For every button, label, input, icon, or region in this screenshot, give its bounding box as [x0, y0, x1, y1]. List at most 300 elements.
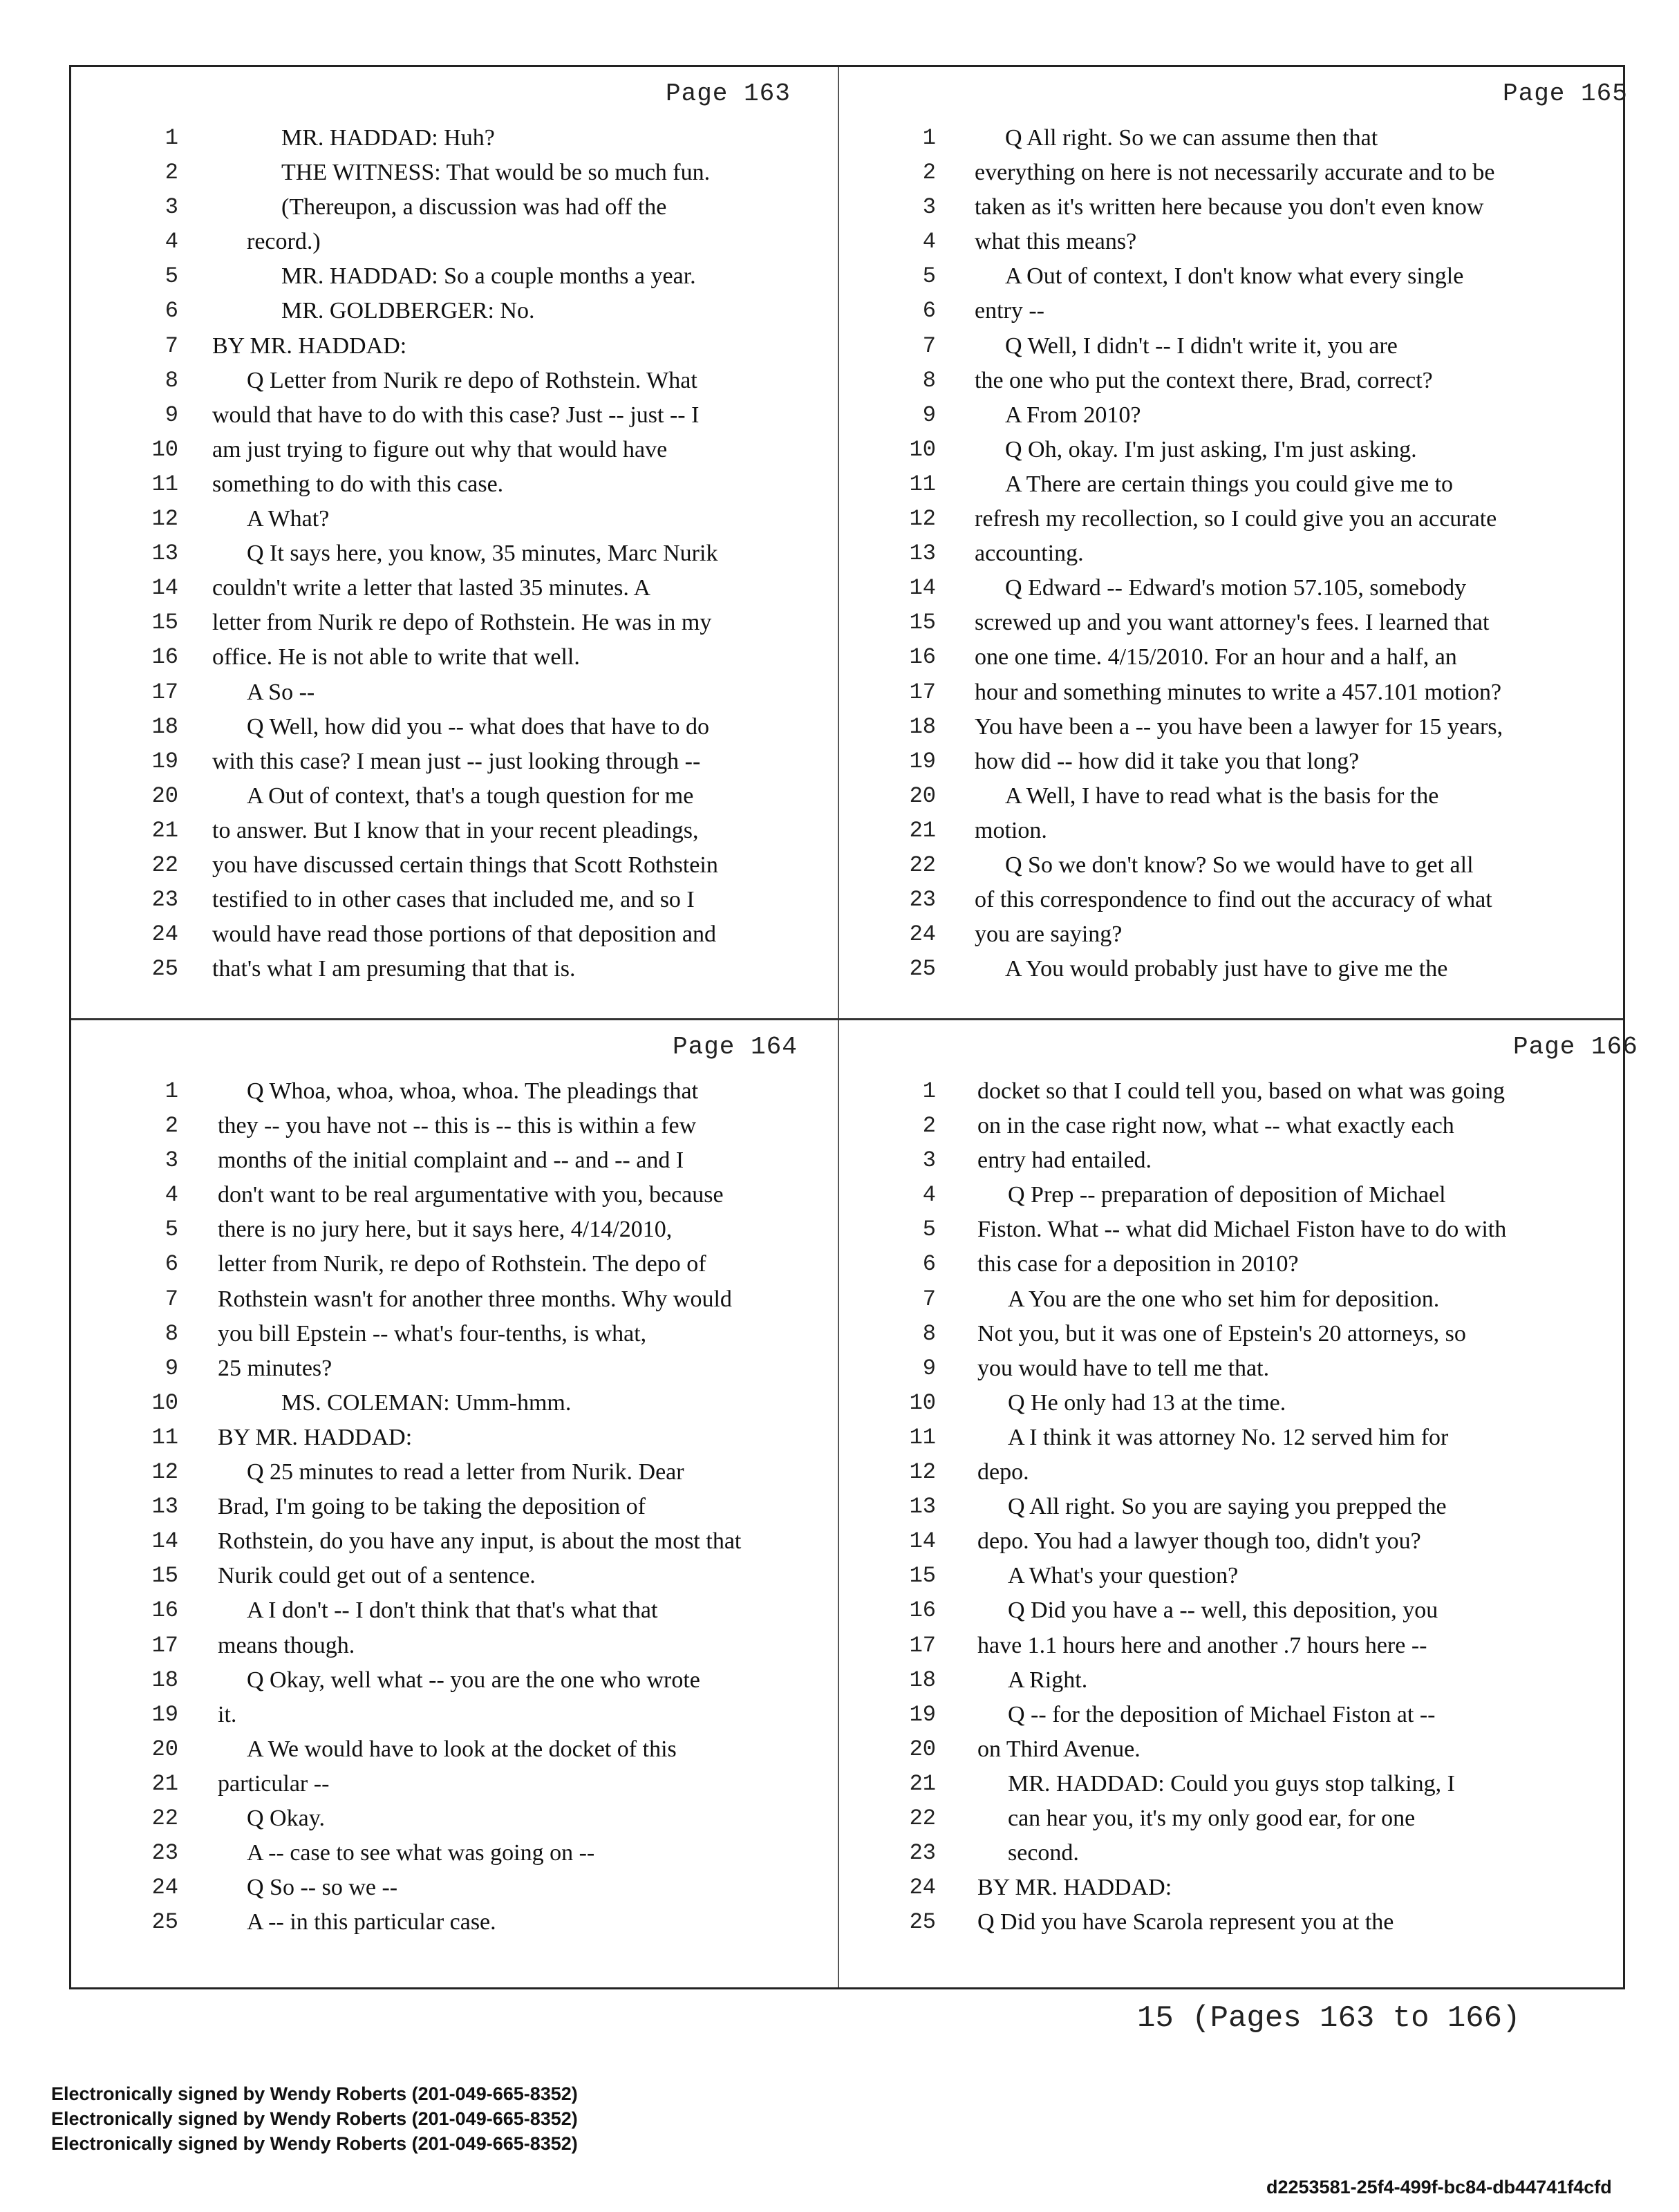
transcript-line — [839, 156, 1623, 190]
line-number: 13 — [909, 1494, 936, 1520]
line-text: Q It says here, you know, 35 minutes, Marc Nurik — [247, 541, 718, 567]
transcript-line — [839, 1732, 1623, 1767]
transcript-line — [839, 294, 1623, 328]
line-text: Q -- for the deposition of Michael Fiston at -- — [1008, 1701, 1436, 1727]
page-range-footer: 15 (Pages 163 to 166) — [1137, 2001, 1521, 2036]
line-number: 17 — [151, 679, 178, 705]
line-text: Q Letter from Nurik re depo of Rothstein. What — [247, 367, 697, 393]
line-number: 19 — [909, 748, 936, 774]
line-number: 22 — [909, 1805, 936, 1831]
line-text: Q Did you have Scarola represent you at the — [977, 1909, 1394, 1936]
line-text: Rothstein wasn't for another three months. Why would — [218, 1286, 732, 1312]
transcript-line — [71, 1801, 838, 1836]
line-number: 10 — [909, 436, 936, 462]
transcript-line — [839, 1212, 1623, 1247]
line-number: 12 — [151, 1459, 178, 1485]
line-text: office. He is not able to write that well. — [212, 644, 580, 671]
transcript-lines — [71, 121, 838, 986]
line-number: 4 — [922, 229, 936, 255]
transcript-line — [839, 1074, 1623, 1109]
line-text: on in the case right now, what -- what exactly each — [977, 1113, 1454, 1139]
line-text: Q Whoa, whoa, whoa, whoa. The pleadings that — [247, 1078, 699, 1104]
transcript-line — [839, 606, 1623, 640]
line-text: BY MR. HADDAD: — [212, 332, 407, 359]
line-number: 18 — [909, 713, 936, 740]
line-text: (Thereupon, a discussion was had off the — [281, 194, 667, 221]
line-text: A What's your question? — [1008, 1563, 1239, 1589]
transcript-line — [839, 744, 1623, 779]
transcript-line — [71, 917, 838, 952]
line-text: A There are certain things you could give me to — [1005, 471, 1454, 497]
line-number: 24 — [151, 921, 178, 948]
line-text: MR. HADDAD: Could you guys stop talking, I — [1008, 1770, 1455, 1797]
line-text: A I don't -- I don't think that that's what that — [247, 1597, 658, 1624]
line-text: A We would have to look at the docket of this — [247, 1736, 677, 1762]
line-text: Q Well, how did you -- what does that have to do — [247, 713, 709, 740]
line-text: they -- you have not -- this is -- this is within a few — [218, 1113, 697, 1139]
line-text: A -- in this particular case. — [247, 1909, 496, 1936]
transcript-line — [839, 1871, 1623, 1905]
transcript-line — [839, 1351, 1623, 1386]
line-text: A What? — [247, 506, 330, 532]
line-text: A You would probably just have to give me the — [1005, 956, 1448, 982]
transcript-line — [839, 917, 1623, 952]
line-number: 3 — [922, 194, 936, 221]
line-text: MR. HADDAD: So a couple months a year. — [281, 263, 696, 290]
transcript-line — [71, 467, 838, 502]
line-number: 17 — [151, 1632, 178, 1658]
transcript-line — [71, 190, 838, 225]
line-number: 21 — [909, 817, 936, 843]
electronic-signature-line: Electronically signed by Wendy Roberts (201-049-665-8352) — [51, 2108, 578, 2129]
line-text: accounting. — [975, 541, 1084, 567]
line-number: 7 — [922, 332, 936, 359]
transcript-line — [71, 1178, 838, 1212]
line-text: of this correspondence to find out the accuracy of what — [975, 887, 1492, 913]
transcript-line — [71, 1282, 838, 1317]
line-number: 8 — [165, 367, 178, 393]
line-text: you have discussed certain things that Scott Rothstein — [212, 852, 718, 878]
transcript-lines — [71, 1074, 838, 1940]
line-number: 1 — [922, 1078, 936, 1104]
line-text: there is no jury here, but it says here, 4/14/2010, — [218, 1217, 673, 1243]
line-text: Q So we don't know? So we would have to get all — [1005, 852, 1474, 878]
transcript-line — [839, 190, 1623, 225]
transcript-line — [839, 814, 1623, 848]
line-text: Q Did you have a -- well, this deposition, you — [1008, 1597, 1438, 1624]
transcript-line — [839, 1386, 1623, 1421]
line-number: 3 — [922, 1147, 936, 1174]
page-number-label: Page 166 — [1513, 1033, 1638, 1061]
line-text: BY MR. HADDAD: — [977, 1875, 1172, 1901]
line-text: BY MR. HADDAD: — [218, 1424, 413, 1450]
line-text: refresh my recollection, so I could give you an accurate — [975, 506, 1497, 532]
page-164-panel — [71, 1020, 838, 1987]
line-text: one one time. 4/15/2010. For an hour and a half, an — [975, 644, 1457, 671]
transcript-line — [71, 1593, 838, 1628]
line-text: entry had entailed. — [977, 1147, 1152, 1174]
transcript-line — [839, 1247, 1623, 1282]
line-number: 15 — [909, 610, 936, 636]
line-number: 18 — [151, 1667, 178, 1693]
line-number: 2 — [922, 1113, 936, 1139]
line-text: Q Well, I didn't -- I didn't write it, you are — [1005, 332, 1398, 359]
line-text: hour and something minutes to write a 457.101 motion? — [975, 679, 1502, 705]
line-text: you would have to tell me that. — [977, 1355, 1270, 1381]
transcript-line — [71, 398, 838, 433]
line-number: 22 — [909, 852, 936, 878]
line-text: am just trying to figure out why that would have — [212, 436, 668, 462]
electronic-signature-line: Electronically signed by Wendy Roberts (201-049-665-8352) — [51, 2133, 578, 2154]
line-number: 25 — [151, 1909, 178, 1936]
line-text: this case for a deposition in 2010? — [977, 1251, 1299, 1277]
line-number: 14 — [151, 575, 178, 601]
line-text: A Right. — [1008, 1667, 1088, 1693]
line-text: means though. — [218, 1632, 355, 1658]
line-number: 12 — [909, 1459, 936, 1485]
line-number: 1 — [165, 125, 178, 151]
transcript-line — [839, 1905, 1623, 1940]
line-text: Q All right. So we can assume then that — [1005, 125, 1378, 151]
line-number: 17 — [909, 1632, 936, 1658]
line-number: 5 — [922, 263, 936, 290]
page-number-label: Page 164 — [673, 1033, 798, 1061]
transcript-line — [839, 640, 1623, 675]
line-text: can hear you, it's my only good ear, for one — [1008, 1805, 1416, 1831]
transcript-line — [839, 1490, 1623, 1524]
line-number: 8 — [922, 367, 936, 393]
line-number: 16 — [151, 644, 178, 671]
line-number: 12 — [151, 506, 178, 532]
line-text: months of the initial complaint and -- and -- and I — [218, 1147, 684, 1174]
line-number: 13 — [909, 541, 936, 567]
transcript-line — [839, 433, 1623, 467]
line-text: Q 25 minutes to read a letter from Nurik. Dear — [247, 1459, 684, 1485]
line-number: 22 — [151, 1805, 178, 1831]
line-number: 11 — [151, 471, 178, 497]
line-number: 2 — [165, 1113, 178, 1139]
transcript-line — [71, 1524, 838, 1559]
transcript-line — [839, 1801, 1623, 1836]
transcript-lines — [839, 1074, 1623, 1940]
line-text: that's what I am presuming that that is. — [212, 956, 576, 982]
transcript-line — [839, 848, 1623, 883]
page-number-label: Page 163 — [666, 79, 791, 108]
line-number: 19 — [151, 748, 178, 774]
transcript-line — [839, 1109, 1623, 1143]
transcript-line — [839, 1559, 1623, 1593]
line-text: Not you, but it was one of Epstein's 20 attorneys, so — [977, 1320, 1466, 1347]
transcript-line — [71, 952, 838, 986]
line-number: 2 — [922, 160, 936, 186]
line-number: 16 — [151, 1597, 178, 1624]
line-text: second. — [1008, 1840, 1079, 1866]
transcript-line — [71, 1732, 838, 1767]
transcript-line — [839, 467, 1623, 502]
line-number: 6 — [165, 298, 178, 324]
line-number: 1 — [165, 1078, 178, 1104]
transcript-line — [71, 1212, 838, 1247]
line-text: letter from Nurik re depo of Rothstein. He was in my — [212, 610, 712, 636]
line-text: you are saying? — [975, 921, 1123, 948]
line-number: 21 — [151, 817, 178, 843]
transcript-line — [71, 1421, 838, 1455]
line-number: 13 — [151, 541, 178, 567]
line-number: 4 — [165, 1182, 178, 1208]
line-number: 3 — [165, 194, 178, 221]
line-number: 25 — [909, 956, 936, 982]
line-text: entry -- — [975, 298, 1045, 324]
transcript-line — [839, 364, 1623, 398]
transcript-line — [71, 1074, 838, 1109]
line-text: Nurik could get out of a sentence. — [218, 1563, 536, 1589]
line-number: 14 — [151, 1528, 178, 1555]
line-number: 24 — [151, 1875, 178, 1901]
transcript-line — [71, 606, 838, 640]
line-number: 11 — [909, 1424, 936, 1450]
line-number: 13 — [151, 1494, 178, 1520]
line-text: taken as it's written here because you don't even know — [975, 194, 1484, 221]
transcript-line — [71, 744, 838, 779]
line-text: something to do with this case. — [212, 471, 504, 497]
line-text: it. — [218, 1701, 237, 1727]
transcript-line — [71, 1871, 838, 1905]
transcript-line — [71, 294, 838, 328]
transcript-line — [71, 502, 838, 536]
page-166-panel — [839, 1020, 1638, 1987]
line-text: letter from Nurik, re depo of Rothstein. The depo of — [218, 1251, 706, 1277]
transcript-line — [71, 1663, 838, 1698]
transcript-line — [839, 1698, 1623, 1732]
line-number: 25 — [151, 956, 178, 982]
transcript-line — [71, 1143, 838, 1178]
line-number: 1 — [922, 125, 936, 151]
line-number: 15 — [909, 1563, 936, 1589]
line-text: the one who put the context there, Brad, correct? — [975, 367, 1433, 393]
line-text: couldn't write a letter that lasted 35 minutes. A — [212, 575, 651, 601]
line-text: A Out of context, that's a tough question for me — [247, 782, 694, 809]
line-number: 14 — [909, 575, 936, 601]
line-text: Q Edward -- Edward's motion 57.105, somebody — [1005, 575, 1467, 601]
transcript-line — [71, 259, 838, 294]
line-text: Q So -- so we -- — [247, 1875, 398, 1901]
line-text: Q All right. So you are saying you prepped the — [1008, 1494, 1447, 1520]
line-text: A I think it was attorney No. 12 served him for — [1008, 1424, 1449, 1450]
line-number: 9 — [165, 402, 178, 428]
transcript-line — [71, 329, 838, 364]
transcript-line — [71, 779, 838, 814]
line-text: on Third Avenue. — [977, 1736, 1141, 1762]
transcript-line — [839, 1836, 1623, 1871]
transcript-line — [839, 1178, 1623, 1212]
transcript-line — [71, 848, 838, 883]
page-163-panel — [71, 67, 838, 1018]
document-id: d2253581-25f4-499f-bc84-db44741f4cfd — [1266, 2177, 1612, 2197]
line-text: particular -- — [218, 1770, 330, 1797]
line-text: would that have to do with this case? Just -- just -- I — [212, 402, 700, 428]
line-number: 20 — [151, 782, 178, 809]
transcript-line — [71, 1351, 838, 1386]
transcript-frame — [69, 65, 1638, 1989]
line-number: 9 — [922, 1355, 936, 1381]
transcript-line — [71, 1836, 838, 1871]
transcript-line — [71, 814, 838, 848]
line-text: A -- case to see what was going on -- — [247, 1840, 595, 1866]
line-number: 3 — [165, 1147, 178, 1174]
transcript-line — [839, 571, 1623, 606]
transcript-line — [839, 1317, 1623, 1351]
line-number: 23 — [151, 1840, 178, 1866]
transcript-line — [71, 1490, 838, 1524]
line-text: Q Okay. — [247, 1805, 325, 1831]
line-text: with this case? I mean just -- just looking through -- — [212, 748, 701, 774]
transcript-line — [71, 640, 838, 675]
page-165-panel — [839, 67, 1628, 1018]
line-number: 15 — [151, 1563, 178, 1589]
transcript-line — [839, 329, 1623, 364]
line-text: what this means? — [975, 229, 1137, 255]
line-number: 16 — [909, 1597, 936, 1624]
transcript-line — [839, 1593, 1623, 1628]
transcript-line — [839, 225, 1623, 259]
line-text: Q Okay, well what -- you are the one who wrote — [247, 1667, 700, 1693]
line-text: A Out of context, I don't know what every single — [1005, 263, 1464, 290]
line-text: Brad, I'm going to be taking the deposition of — [218, 1494, 646, 1520]
transcript-line — [71, 1629, 838, 1663]
transcript-line — [839, 1663, 1623, 1698]
line-number: 18 — [151, 713, 178, 740]
line-text: A From 2010? — [1005, 402, 1141, 428]
line-text: don't want to be real argumentative with you, because — [218, 1182, 724, 1208]
line-number: 8 — [165, 1320, 178, 1347]
line-text: depo. — [977, 1459, 1029, 1485]
transcript-line — [71, 1247, 838, 1282]
line-number: 14 — [909, 1528, 936, 1555]
transcript-line — [839, 1629, 1623, 1663]
transcript-line — [839, 675, 1623, 710]
line-number: 23 — [151, 887, 178, 913]
transcript-line — [839, 779, 1623, 814]
line-number: 24 — [909, 921, 936, 948]
transcript-line — [71, 1455, 838, 1490]
transcript-line — [71, 1905, 838, 1940]
transcript-line — [839, 1282, 1623, 1317]
line-text: how did -- how did it take you that long? — [975, 748, 1360, 774]
line-text: THE WITNESS: That would be so much fun. — [281, 160, 711, 186]
transcript-line — [839, 952, 1623, 986]
transcript-line — [839, 1421, 1623, 1455]
transcript-line — [71, 156, 838, 190]
line-number: 7 — [922, 1286, 936, 1312]
transcript-line — [71, 571, 838, 606]
line-text: would have read those portions of that deposition and — [212, 921, 716, 948]
line-number: 10 — [151, 1389, 178, 1416]
transcript-line — [839, 259, 1623, 294]
transcript-line — [71, 1386, 838, 1421]
transcript-line — [71, 433, 838, 467]
line-number: 6 — [922, 1251, 936, 1277]
line-number: 16 — [909, 644, 936, 671]
transcript-line — [71, 675, 838, 710]
line-text: record.) — [247, 229, 321, 255]
transcript-line — [71, 364, 838, 398]
line-number: 17 — [909, 679, 936, 705]
line-text: Rothstein, do you have any input, is about the most that — [218, 1528, 742, 1555]
line-text: MR. HADDAD: Huh? — [281, 125, 495, 151]
line-number: 5 — [165, 263, 178, 290]
transcript-line — [839, 1524, 1623, 1559]
line-text: Q Prep -- preparation of deposition of Michael — [1008, 1182, 1446, 1208]
line-text: motion. — [975, 817, 1047, 843]
line-number: 11 — [909, 471, 936, 497]
line-text: screwed up and you want attorney's fees. I learned that — [975, 610, 1490, 636]
line-text: you bill Epstein -- what's four-tenths, is what, — [218, 1320, 647, 1347]
transcript-line — [839, 1455, 1623, 1490]
line-text: A You are the one who set him for deposition. — [1008, 1286, 1440, 1312]
line-number: 7 — [165, 1286, 178, 1312]
transcript-line — [839, 398, 1623, 433]
line-text: You have been a -- you have been a lawyer for 15 years, — [975, 713, 1503, 740]
line-number: 10 — [909, 1389, 936, 1416]
line-number: 10 — [151, 436, 178, 462]
line-number: 7 — [165, 332, 178, 359]
line-number: 5 — [165, 1217, 178, 1243]
line-number: 15 — [151, 610, 178, 636]
transcript-line — [839, 536, 1623, 571]
line-number: 8 — [922, 1320, 936, 1347]
line-text: have 1.1 hours here and another .7 hours here -- — [977, 1632, 1427, 1658]
line-text: to answer. But I know that in your recent pleadings, — [212, 817, 699, 843]
transcript-line — [71, 1698, 838, 1732]
transcript-line — [839, 1767, 1623, 1801]
line-number: 5 — [922, 1217, 936, 1243]
page-number-label: Page 165 — [1503, 79, 1628, 108]
line-text: depo. You had a lawyer though too, didn't you? — [977, 1528, 1421, 1555]
transcript-line — [71, 1767, 838, 1801]
line-number: 25 — [909, 1909, 936, 1936]
line-text: Q He only had 13 at the time. — [1008, 1389, 1286, 1416]
transcript-line — [839, 121, 1623, 156]
line-number: 24 — [909, 1875, 936, 1901]
line-text: Q Oh, okay. I'm just asking, I'm just asking. — [1005, 436, 1417, 462]
transcript-line — [71, 121, 838, 156]
transcript-line — [71, 225, 838, 259]
line-text: 25 minutes? — [218, 1355, 332, 1381]
line-text: everything on here is not necessarily accurate and to be — [975, 160, 1495, 186]
transcript-line — [71, 710, 838, 744]
transcript-line — [71, 1317, 838, 1351]
line-text: docket so that I could tell you, based on what was going — [977, 1078, 1505, 1104]
line-number: 12 — [909, 506, 936, 532]
line-text: A Well, I have to read what is the basis for the — [1005, 782, 1439, 809]
line-number: 20 — [909, 1736, 936, 1762]
line-number: 23 — [909, 1840, 936, 1866]
line-number: 19 — [909, 1701, 936, 1727]
line-number: 20 — [909, 782, 936, 809]
line-number: 2 — [165, 160, 178, 186]
line-text: MS. COLEMAN: Umm-hmm. — [281, 1389, 572, 1416]
line-number: 9 — [165, 1355, 178, 1381]
line-number: 18 — [909, 1667, 936, 1693]
line-number: 9 — [922, 402, 936, 428]
line-text: A So -- — [247, 679, 315, 705]
line-number: 21 — [151, 1770, 178, 1797]
transcript-lines — [839, 121, 1623, 986]
transcript-line — [71, 536, 838, 571]
line-number: 6 — [922, 298, 936, 324]
transcript-line — [839, 502, 1623, 536]
line-number: 11 — [151, 1424, 178, 1450]
